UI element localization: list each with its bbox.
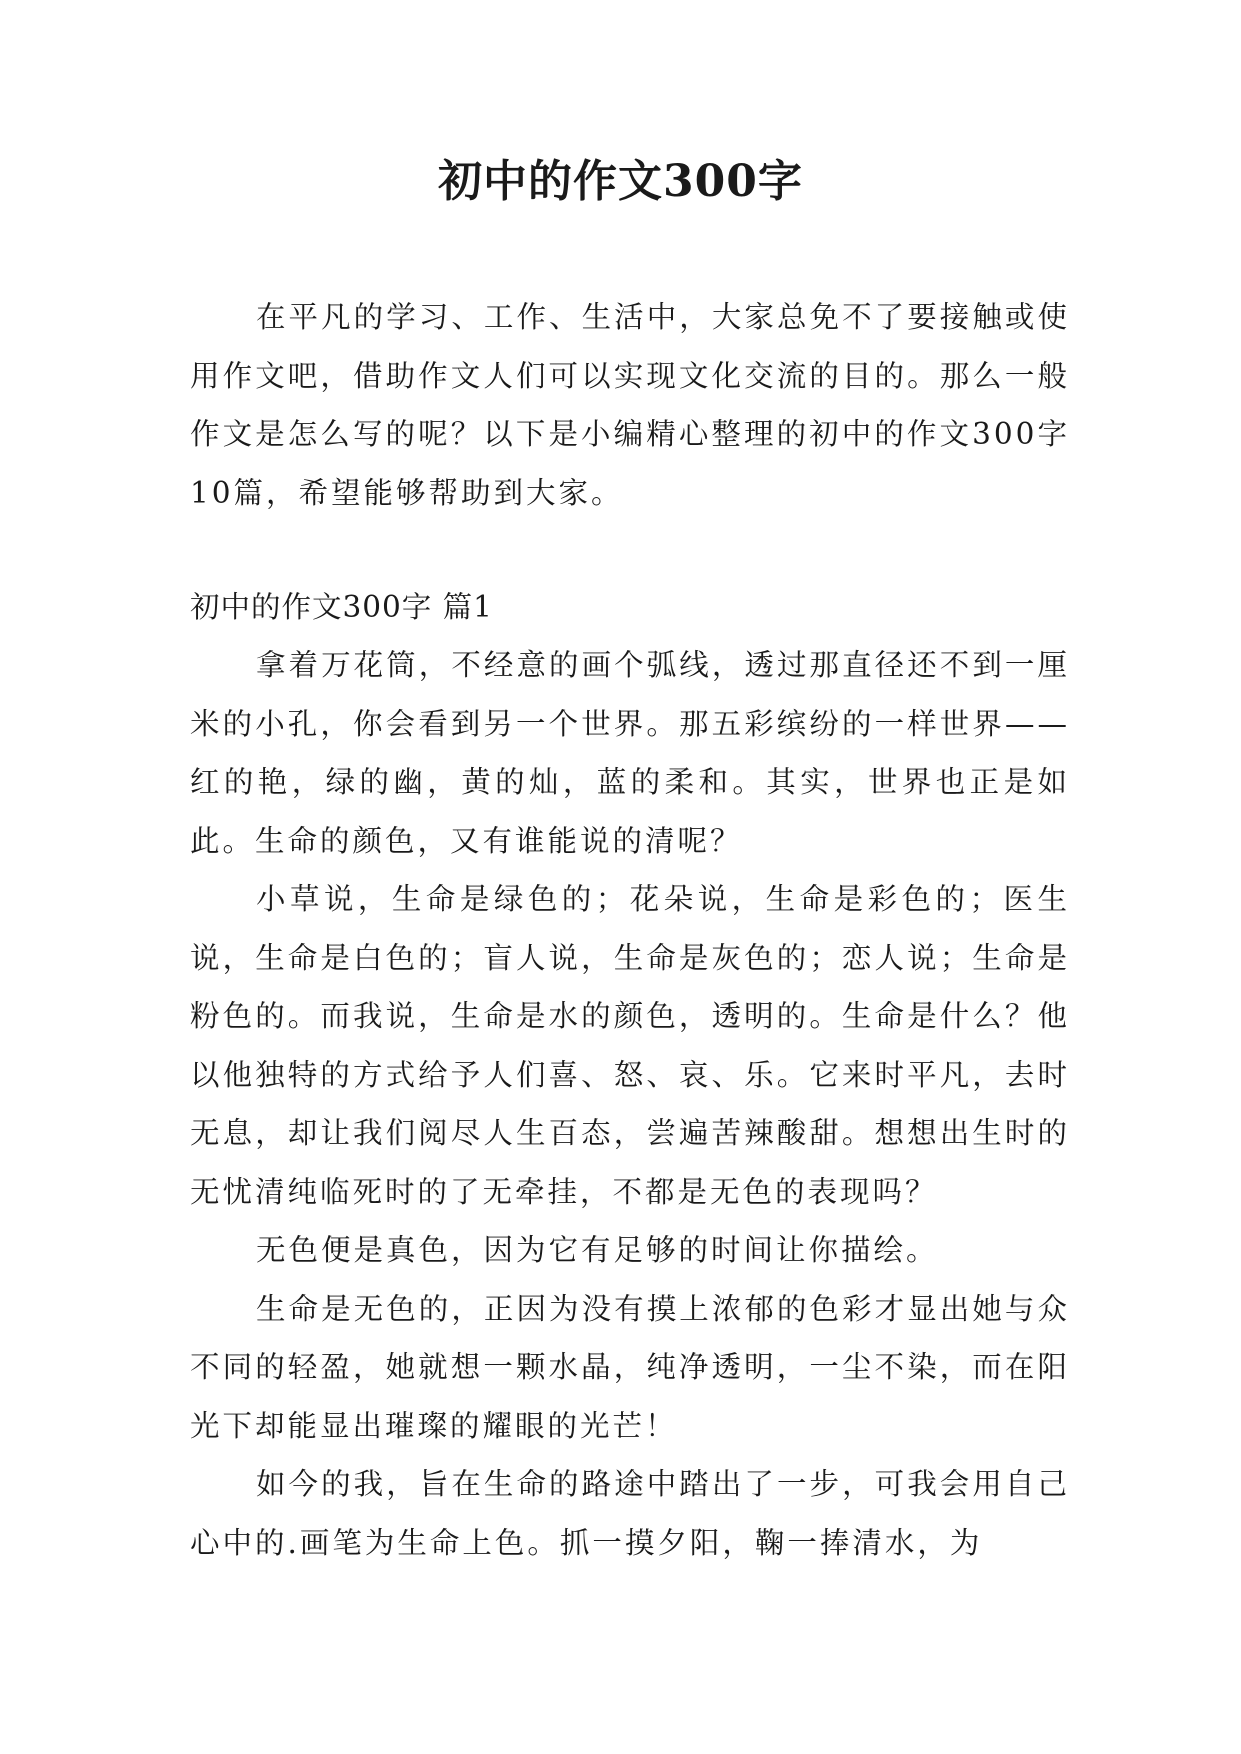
body-paragraph: 如今的我，旨在生命的路途中踏出了一步，可我会用自己心中的.画笔为生命上色。抓一摸夕阳，鞠一捧清水，为	[190, 1467, 1070, 1560]
section-body	[190, 636, 1070, 1572]
intro-paragraph: 在平凡的学习、工作、生活中，大家总免不了要接触或使用作文吧，借助作文人们可以实现文化交流的目的。那么一般作文是怎么写的呢？以下是小编精心整理的初中的作文300字10篇，希望能够帮助到大家。	[190, 300, 1070, 510]
section-heading: 初中的作文300字 篇1	[190, 590, 493, 624]
intro-block	[190, 288, 1070, 522]
body-paragraph: 小草说，生命是绿色的；花朵说，生命是彩色的；医生说，生命是白色的；盲人说，生命是灰色的；恋人说；生命是粉色的。而我说，生命是水的颜色，透明的。生命是什么？他以他独特的方式给予人们喜、怒、哀、乐。它来时平凡，去时无息，却让我们阅尽人生百态，尝遍苦辣酸甜。想想出生时的无忧清纯临死时的了无牵挂，不都是无色的表现吗？	[190, 882, 1070, 1209]
body-paragraph: 生命是无色的，正因为没有摸上浓郁的色彩才显出她与众不同的轻盈，她就想一颗水晶，纯净透明，一尘不染，而在阳光下却能显出璀璨的耀眼的光芒！	[190, 1291, 1070, 1443]
body-paragraph: 拿着万花筒，不经意的画个弧线，透过那直径还不到一厘米的小孔，你会看到另一个世界。那五彩缤纷的一样世界——红的艳，绿的幽，黄的灿，蓝的柔和。其实，世界也正是如此。生命的颜色，又有谁能说的清呢？	[190, 648, 1070, 858]
document-title: 初中的作文300字	[438, 156, 803, 207]
body-paragraph: 无色便是真色，因为它有足够的时间让你描绘。	[256, 1233, 939, 1267]
